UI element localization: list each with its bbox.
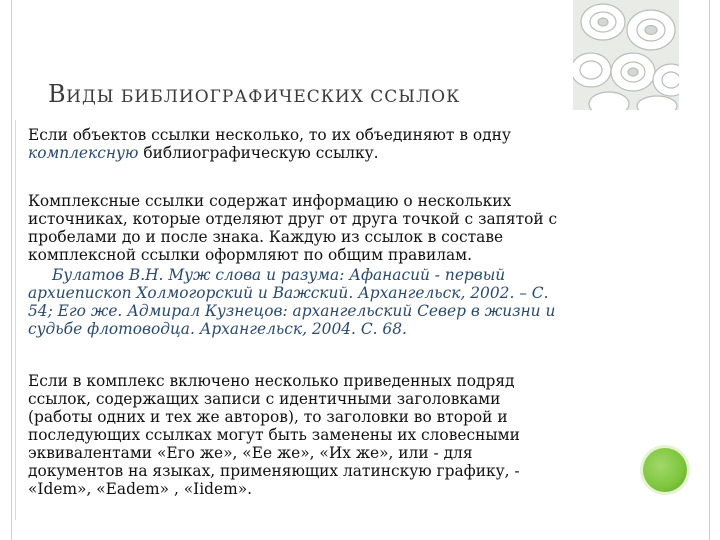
paper-rolls-image xyxy=(573,0,679,110)
example-quote: Булатов В.Н. Муж слова и разума: Афанасий - первый архиепископ Холмогорский и Важский. Архангельск, 2002. – С. 54; Его же. Адмирал Кузнецов: архангельский Север в жизни и судьбе флотоводца. Архангельск, 2004. С. 68. xyxy=(28,266,556,338)
paragraph-idem: Если в комплекс включено несколько приведенных подряд ссылок, содержащих записи с идентичными заголовками (работы одних и тех же авторов), то заголовки во второй и последующих ссылках могут быть заменены их словесными эквивалентами «Его же», «Ее же», «Их же», или - для документов на языках, применяющих латинскую графику, - «Idem», «Eadem» , «Iidem». xyxy=(28,372,520,498)
decorative-circle xyxy=(643,448,687,492)
page-title: ВИДЫ БИБЛИОГРАФИЧЕСКИХ ССЫЛОК xyxy=(48,80,461,108)
left-rule xyxy=(15,120,16,520)
paragraph-complex-links: Комплексные ссылки содержат информацию о нескольких источниках, которые отделяют друг от друга точкой с запятой с пробелами до и после знака. Каждую из ссылок в составе комплексной ссылки оформляют по общим правилам. xyxy=(28,192,558,264)
emphasis-term: комплексную xyxy=(28,144,139,162)
paragraph-intro: Если объектов ссылки несколько, то их объединяют в одну комплексную библиографическую ссылку. xyxy=(28,126,511,162)
